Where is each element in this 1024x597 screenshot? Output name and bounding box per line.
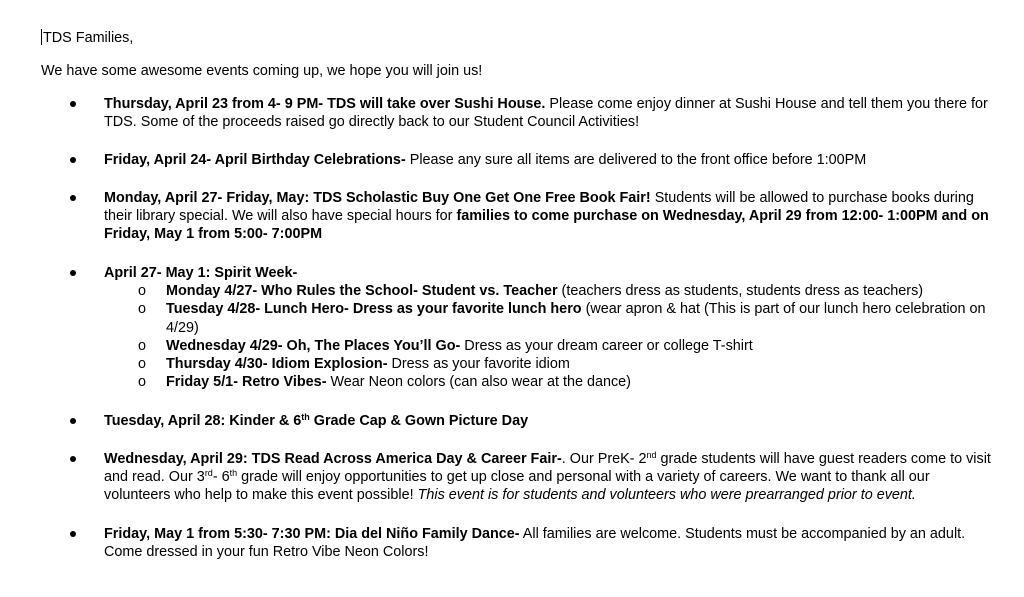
circle-bullet-icon: o: [138, 301, 147, 318]
bullet-icon: [70, 270, 76, 276]
event-heading: Tuesday, April 28: Kinder & 6th Grade Cap & Gown Picture Day: [104, 412, 529, 429]
sub-text: Wear Neon colors (can also wear at the dance): [326, 374, 631, 391]
sub-text: (wear apron & hat (This is part of our lunch hero celebration on 4/29): [166, 301, 986, 336]
sub-list-item: [0, 373, 994, 391]
circle-bullet-icon: o: [138, 374, 147, 391]
bullet-icon: [70, 418, 76, 424]
bullet-icon: [70, 101, 76, 107]
spirit-week-list: [0, 282, 994, 391]
text-cursor: [41, 29, 42, 45]
event-text: All families are welcome. Students must be accompanied by an adult. Come dressed in your fun Retro Vibe Neon Colors!: [104, 526, 966, 561]
list-item: [104, 151, 994, 169]
circle-bullet-icon: o: [138, 283, 147, 300]
bullet-icon: [70, 456, 76, 462]
event-heading: April 27- May 1: Spirit Week-: [104, 265, 298, 281]
event-text: Please come enjoy dinner at Sushi House and tell them you there for TDS. Some of the proceeds raised go directly back to our Student Council Activities!: [104, 96, 988, 131]
list-item: [104, 412, 994, 430]
list-item: [104, 264, 994, 391]
sub-heading: Tuesday 4/28- Lunch Hero- Dress as your favorite lunch hero: [166, 301, 582, 318]
circle-bullet-icon: o: [138, 337, 147, 354]
sub-text: (teachers dress as students, students dress as teachers): [557, 283, 924, 300]
bullet-icon: [70, 157, 76, 163]
event-highlight: families to come purchase on Wednesday, April 29 from 12:00- 1:00PM and on Friday, May 1 from 5:00- 7:00PM: [104, 208, 989, 243]
event-text: Students will be allowed to purchase books during their library special. We will also have special hours for: [104, 190, 974, 225]
event-heading: Friday, May 1 from 5:30- 7:30 PM: Dia del Niño Family Dance-: [104, 526, 520, 542]
event-heading: Monday, April 27- Friday, May: TDS Scholastic Buy One Get One Free Book Fair!: [104, 190, 651, 206]
intro-paragraph: We have some awesome events coming up, we hope you will join us!: [41, 63, 483, 79]
sub-list-item: [0, 355, 994, 373]
greeting-line: [41, 29, 133, 47]
list-item: [104, 95, 994, 131]
event-note: This event is for students and volunteers who were prearranged prior to event.: [417, 487, 916, 504]
sub-heading: Thursday 4/30- Idiom Explosion-: [166, 356, 388, 373]
sub-heading: Friday 5/1- Retro Vibes-: [166, 374, 327, 391]
sub-list-item: [0, 282, 994, 300]
greeting-text: TDS Families,: [43, 30, 134, 46]
sub-text: Dress as your dream career or college T-shirt: [460, 337, 753, 354]
bullet-icon: [70, 195, 76, 201]
event-heading: Wednesday, April 29: TDS Read Across America Day & Career Fair-: [104, 451, 562, 467]
event-heading: Thursday, April 23 from 4- 9 PM- TDS will take over Sushi House.: [104, 96, 546, 112]
circle-bullet-icon: o: [138, 356, 147, 373]
sub-list-item: [0, 337, 994, 355]
list-item: [104, 525, 994, 561]
list-item: Wednesday, April 29: TDS Read Across America Day & Career Fair-. Our PreK- 2nd grade students will have guest readers come to visit and read. Our 3rd- 6th grade will enjoy opportunities to get up close and personal with a variety of careers. We want to thank all our volunteers who help to make this event possible! This event is for students and volunteers who were prearranged prior to event.: [104, 450, 994, 505]
event-heading: Friday, April 24- April Birthday Celebrations-: [104, 152, 406, 168]
sub-heading: Wednesday 4/29- Oh, The Places You’ll Go-: [166, 337, 461, 354]
list-item: [104, 189, 994, 244]
event-text: Please any sure all items are delivered to the front office before 1:00PM: [405, 152, 867, 168]
sub-heading: Monday 4/27- Who Rules the School- Student vs. Teacher: [166, 283, 558, 300]
bullet-icon: [70, 531, 76, 537]
sub-list-item: [0, 300, 994, 336]
sub-text: Dress as your favorite idiom: [387, 356, 570, 373]
